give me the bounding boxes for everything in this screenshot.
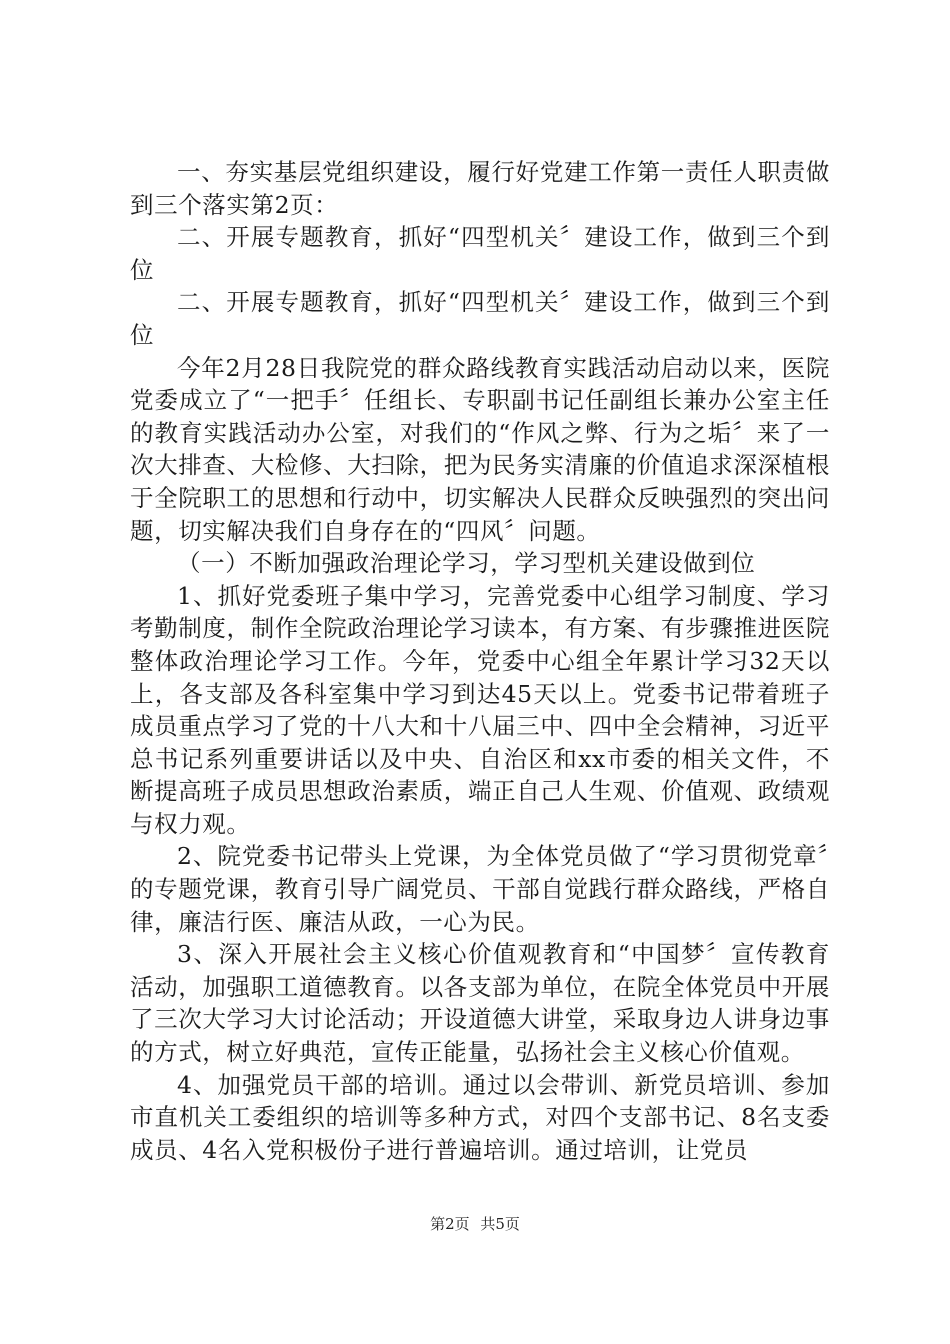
paragraph-item-2: 2、院党委书记带头上党课，为全体党员做了“学习贯彻党章〞的专题党课，教育引导广阔党员、干部自觉践行群众路线，严格自律，廉洁行医、廉洁从政，一心为民。	[130, 842, 830, 936]
paragraph-item-4: 4、加强党员干部的培训。通过以会带训、新党员培训、参加市直机关工委组织的培训等多种方式，对四个支部书记、8名支委成员、4名入党积极份子进行普遍培训。通过培训，让党员	[130, 1070, 830, 1164]
document-body	[130, 156, 830, 1166]
subheading-political-study: （一）不断加强政治理论学习，学习型机关建设做到位	[177, 549, 756, 578]
page-total: 共5页	[480, 1215, 520, 1233]
page-footer	[0, 1214, 950, 1234]
paragraph-section-two: 二、开展专题教育，抓好“四型机关〞建设工作，做到三个到位	[130, 223, 830, 284]
paragraph-item-1: 1、抓好党委班子集中学习，完善党委中心组学习制度、学习考勤制度，制作全院政治理论学习读本，有方案、有步骤推进医院整体政治理论学习工作。今年，党委中心组全年累计学习32天以上，各支部及各科室集中学习到达45天以上。党委书记带着班子成员重点学习了党的十八大和十八届三中、四中全会精神，习近平总书记系列重要讲话以及中央、自治区和xx市委的相关文件，不断提高班子成员思想政治素质，端正自己人生观、价值观、政绩观与权力观。	[130, 581, 830, 838]
paragraph-item-3: 3、深入开展社会主义核心价值观教育和“中国梦〞宣传教育活动，加强职工道德教育。以各支部为单位，在院全体党员中开展了三次大学习大讨论活动；开设道德大讲堂，采取身边人讲身边事的方式，树立好典范，宣传正能量，弘扬社会主义核心价值观。	[130, 940, 830, 1067]
paragraph-section-one: 一、夯实基层党组织建设，履行好党建工作第一责任人职责做到三个落实第2页：	[130, 158, 830, 219]
paragraph-intro: 今年2月28日我院党的群众路线教育实践活动启动以来，医院党委成立了“一把手〞任组长、专职副书记任副组长兼办公室主任的教育实践活动办公室，对我们的“作风之弊、行为之垢〞来了一次大排查、大检修、大扫除，把为民务实清廉的价值追求深深植根于全院职工的思想和行动中，切实解决人民群众反映强烈的突出问题，切实解决我们自身存在的“四风〞问题。	[130, 353, 830, 545]
paragraph-section-two-repeat: 二、开展专题教育，抓好“四型机关〞建设工作，做到三个到位	[130, 288, 830, 349]
page-number: 第2页	[430, 1215, 470, 1233]
